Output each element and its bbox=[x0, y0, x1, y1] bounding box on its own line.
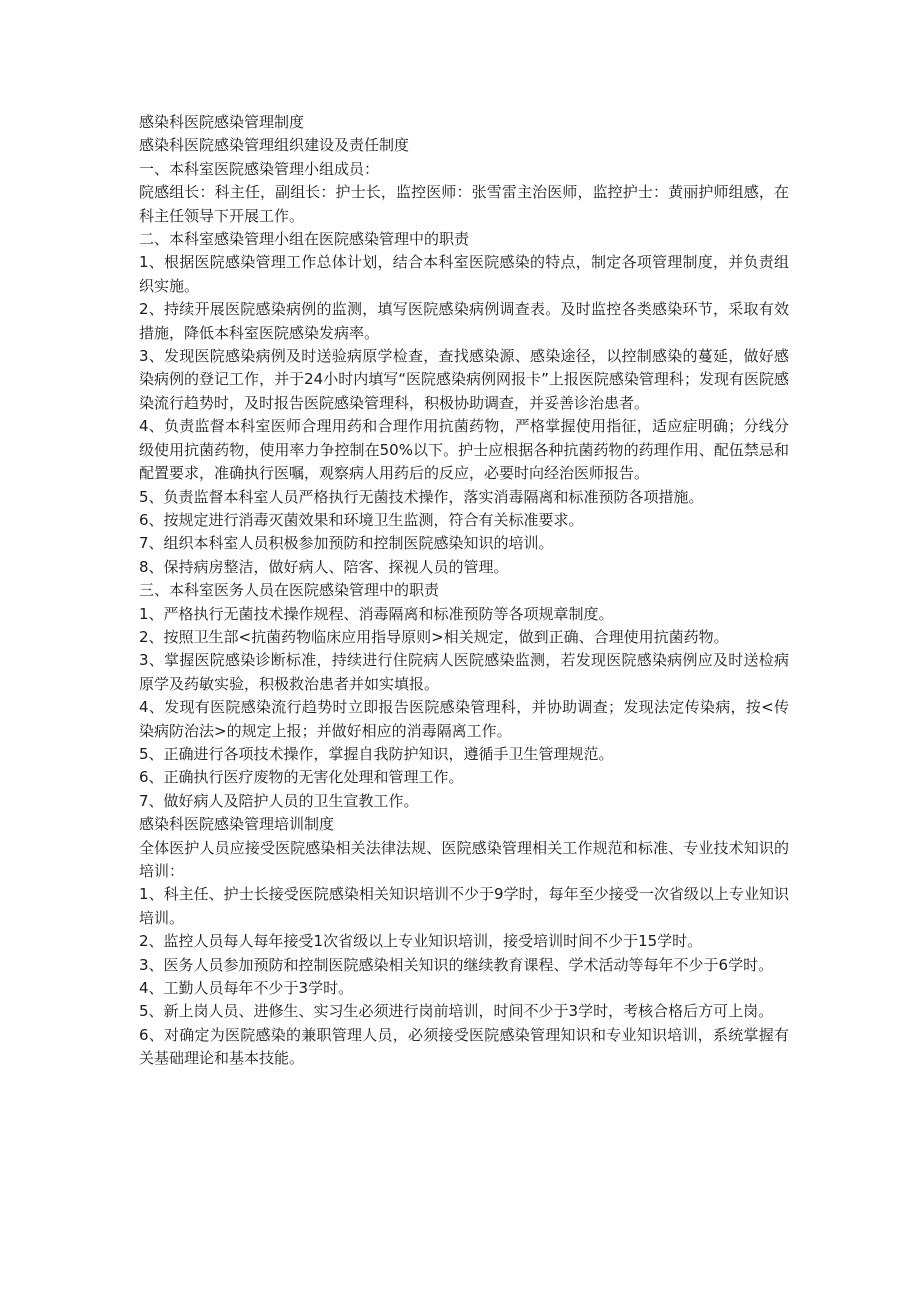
document-title: 感染科医院感染管理制度 bbox=[139, 113, 305, 131]
section-heading: 感染科医院感染管理组织建设及责任制度 bbox=[139, 136, 410, 155]
document-page bbox=[139, 111, 789, 1071]
list-item: 7、做好病人及陪护人员的卫生宣教工作。 bbox=[139, 791, 419, 810]
list-item: 6、对确定为医院感染的兼职管理人员，必须接受医院感染管理知识和专业知识培训，系统掌握有关基础理论和基本技能。 bbox=[139, 1025, 789, 1068]
list-item: 2、按照卫生部<抗菌药物临床应用指导原则>相关规定，做到正确、合理使用抗菌药物。 bbox=[139, 627, 729, 646]
paragraph: 全体医护人员应接受医院感染相关法律法规、医院感染管理相关工作规范和标准、专业技术知识的培训： bbox=[139, 838, 789, 880]
list-item: 8、保持病房整洁，做好病人、陪客、探视人员的管理。 bbox=[139, 557, 509, 576]
list-item: 1、根据医院感染管理工作总体计划，结合本科室医院感染的特点，制定各项管理制度，并负责组织实施。 bbox=[139, 253, 789, 295]
list-item: 4、发现有医院感染流行趋势时立即报告医院感染管理科，并协助调查；发现法定传染病，按<传染病防治法>的规定上报；并做好相应的消毒隔离工作。 bbox=[139, 698, 789, 740]
list-item: 4、工勤人员每年不少于3学时。 bbox=[139, 979, 354, 998]
list-item: 3、发现医院感染病例及时送验病原学检查，查找感染源、感染途径，以控制感染的蔓延，做好感染病例的登记工作，并于24小时内填写“医院感染病例网报卡”上报医院感染管理科；发现有医院感染流行趋势时，及时报告医院感染管理科，积极协助调查，并妥善诊治患者。 bbox=[139, 347, 789, 412]
list-item: 3、医务人员参加预防和控制医院感染相关知识的继续教育课程、学术活动等每年不少于6学时。 bbox=[139, 955, 774, 974]
list-item: 2、监控人员每人每年接受1次省级以上专业知识培训，接受培训时间不少于15学时。 bbox=[139, 932, 703, 951]
section-heading: 感染科医院感染管理培训制度 bbox=[139, 815, 335, 834]
list-item: 5、负责监督本科室人员严格执行无菌技术操作，落实消毒隔离和标准预防各项措施。 bbox=[139, 487, 704, 506]
list-item: 5、新上岗人员、进修生、实习生必须进行岗前培训，时间不少于3学时，考核合格后方可上岗。 bbox=[139, 1002, 774, 1021]
paragraph: 院感组长：科主任，副组长：护士长，监控医师：张雪雷主治医师，监控护士：黄丽护师组感，在科主任领导下开展工作。 bbox=[139, 183, 789, 225]
list-item: 5、正确进行各项技术操作，掌握自我防护知识，遵循手卫生管理规范。 bbox=[139, 744, 614, 763]
list-item: 6、正确执行医疗废物的无害化处理和管理工作。 bbox=[139, 768, 464, 787]
list-item: 6、按规定进行消毒灭菌效果和环境卫生监测，符合有关标准要求。 bbox=[139, 510, 584, 529]
list-item: 2、持续开展医院感染病例的监测，填写医院感染病例调查表。及时监控各类感染环节，采取有效措施，降低本科室医院感染发病率。 bbox=[139, 300, 789, 342]
subsection-heading: 一、本科室医院感染管理小组成员： bbox=[139, 159, 380, 178]
list-item: 4、负责监督本科室医师合理用药和合理作用抗菌药物，严格掌握使用指征，适应症明确；分线分级使用抗菌药物，使用率力争控制在50%以下。护士应根据各种抗菌药物的药理作用、配伍禁忌和配置要求，准确执行医嘱，观察病人用药后的反应，必要时向经治医师报告。 bbox=[139, 417, 789, 483]
list-item: 1、科主任、护士长接受医院感染相关知识培训不少于9学时，每年至少接受一次省级以上专业知识培训。 bbox=[139, 885, 789, 927]
list-item: 3、掌握医院感染诊断标准，持续进行住院病人医院感染监测，若发现医院感染病例应及时送检病原学及药敏实验，积极救治患者并如实填报。 bbox=[139, 651, 789, 693]
list-item: 7、组织本科室人员积极参加预防和控制医院感染知识的培训。 bbox=[139, 534, 554, 553]
subsection-heading: 三、本科室医务人员在医院感染管理中的职责 bbox=[139, 581, 440, 600]
subsection-heading: 二、本科室感染管理小组在医院感染管理中的职责 bbox=[139, 230, 470, 249]
list-item: 1、严格执行无菌技术操作规程、消毒隔离和标准预防等各项规章制度。 bbox=[139, 604, 614, 623]
